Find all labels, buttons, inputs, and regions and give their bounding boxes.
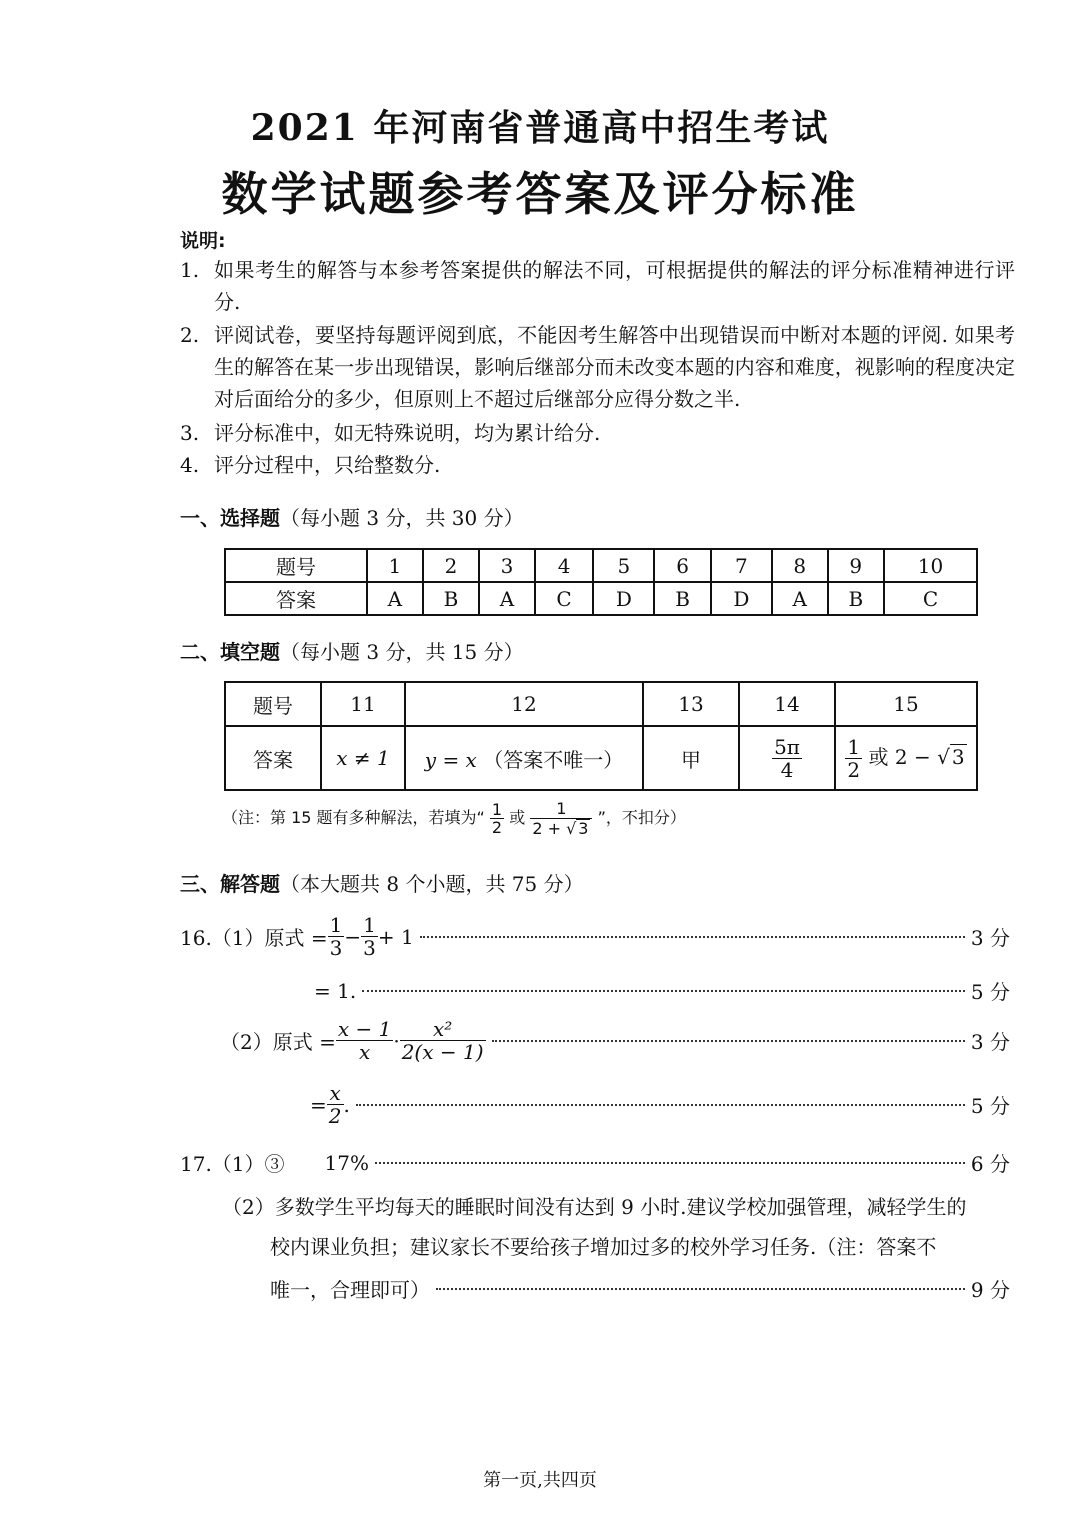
row-header: 题号 [225,549,367,582]
operator: − [344,924,362,949]
table-cell: C [535,582,594,615]
note-item [180,417,1015,449]
denominator: x [358,1040,371,1064]
note-prefix: （注：第 15 题有多种解法，若填为“ [222,808,485,828]
operator: = [310,1092,327,1117]
dot-leader [375,1162,965,1164]
dot-leader [362,990,965,992]
section-label: 三、解答题 [180,872,280,896]
q17-part2 [222,1187,1012,1267]
row-header: 答案 [225,582,367,615]
score: 3 分 [970,1030,1010,1054]
numerator: 1 [363,913,376,937]
table-cell: 14 [739,682,835,726]
numerator: 1 [491,799,503,819]
q16-part2 [180,1018,1010,1063]
row-header: 题号 [225,682,321,726]
exam-title: 2021 年河南省普通高中招生考试 [250,107,830,149]
q16-part1 [180,914,1010,959]
note-item [180,449,1015,481]
step-expression: = 1. [314,978,357,1003]
notes-heading: 说明: [180,230,226,252]
note-number: 3. [180,421,200,445]
score: 6 分 [970,1152,1010,1176]
fraction [400,1018,486,1063]
numerator: 1 [530,800,592,819]
operator: · [393,1028,400,1053]
answer-12-math: y = x [424,747,477,772]
table-cell: 9 [828,549,884,582]
radicand: 3 [951,744,965,769]
table-cell: 4 [535,549,594,582]
section-detail: （每小题 3 分，共 30 分） [280,506,524,530]
step-label: （2）原式 = [220,1030,336,1054]
table-cell: B [828,582,884,615]
q16-part2-result [180,1082,1010,1127]
fraction [772,736,802,781]
note-number: 4. [180,453,200,477]
q16-part1-result [180,976,1010,1005]
answer-text: 唯一，合理即可） [270,1278,430,1302]
table-row [225,682,977,726]
dot-leader [492,1040,965,1042]
note-suffix: ”，不扣分） [597,808,686,828]
note-item [180,254,1015,318]
section-detail: （本大题共 8 个小题，共 75 分） [280,872,584,896]
numerator: x − 1 [337,1017,392,1041]
table-row [225,726,977,790]
fraction [530,800,592,837]
note-text: 评分过程中，只给整数分. [214,453,441,477]
table-cell: B [423,582,479,615]
table-row [225,582,977,615]
fill-blank-answer-table [224,681,978,791]
denominator: 4 [780,757,794,782]
section-solutions [180,868,584,897]
score: 5 分 [970,980,1010,1004]
numerator: x [327,1082,344,1105]
note-number: 2. [180,323,200,347]
numerator: 1 [329,913,343,937]
score: 3 分 [970,926,1010,950]
answer-12-note: （答案不唯一） [483,747,624,772]
note-mid: 或 [509,808,526,828]
answer-12 [405,726,643,790]
table-cell: 11 [321,682,405,726]
fill-blank-note [222,800,686,837]
table-cell: A [479,582,535,615]
answer-text: 校内课业负担；建议家长不要给孩子增加过多的校外学习任务.（注：答案不 [270,1235,937,1259]
fraction [490,801,504,837]
table-row [225,549,977,582]
denominator: 2 [328,1104,342,1128]
table-cell: 5 [593,549,654,582]
note-item [180,319,1015,415]
table-cell: 12 [405,682,643,726]
expression-tail: + 1 [377,924,414,949]
table-cell: A [367,582,423,615]
section-multiple-choice [180,502,524,531]
table-cell: 15 [835,682,977,726]
answer-11: x ≠ 1 [321,726,405,790]
denominator: 3 [363,936,376,960]
answer-15 [835,726,977,790]
dot-leader [436,1288,965,1290]
section-fill-blank [180,636,524,665]
denominator: 2(x − 1) [401,1040,484,1064]
note-text: 评阅试卷，要坚持每题评阅到底，不能因考生解答中出现错误而中断对本题的评阅. 如果考生的解答在某一步出现错误，影响后继部分而未改变本题的内容和难度，视影响的程度决定对后面给分的多少，但原则上不超过后继部分应得分数之半. [214,323,1015,411]
sqrt-icon: √ [937,744,950,769]
denominator: 3 [329,936,343,960]
document-title: 数学试题参考答案及评分标准 [221,167,859,221]
answer-text: （2）多数学生平均每天的睡眠时间没有达到 9 小时.建议学校加强管理，减轻学生的 [222,1195,967,1219]
answer-15-mid: 或 2 − [868,744,931,769]
score: 5 分 [970,1094,1010,1118]
denominator-prefix: 2 + [532,818,561,838]
table-cell: 6 [654,549,710,582]
table-cell: 3 [479,549,535,582]
fraction [336,1018,393,1063]
table-cell: 10 [884,549,977,582]
denominator: 2 [847,757,861,782]
answer-13: 甲 [643,726,739,790]
choice-answer-table [224,548,978,616]
section-detail: （每小题 3 分，共 15 分） [280,640,524,664]
table-cell: A [772,582,828,615]
answer-14 [739,726,835,790]
table-cell: 2 [423,549,479,582]
fraction [845,736,862,781]
step-label: 16.（1）原式 = [180,926,328,950]
q17-part2-end [270,1274,1010,1303]
table-cell: 8 [772,549,828,582]
q17-part1 [180,1148,1010,1177]
step-label: 17.（1）③ [180,1152,285,1176]
dot-leader [420,936,965,938]
table-cell: 7 [711,549,772,582]
table-cell: D [711,582,772,615]
dot-leader [356,1104,965,1106]
denominator: 2 [491,818,503,838]
table-cell: C [884,582,977,615]
table-cell: B [654,582,710,615]
note-text: 评分标准中，如无特殊说明，均为累计给分. [214,421,601,445]
denominator [530,819,592,838]
page-footer: 第一页,共四页 [483,1470,597,1491]
numerator: 5π [774,734,800,759]
fraction [327,1082,344,1127]
numerator: x² [400,1018,486,1041]
note-text: 如果考生的解答与本参考答案提供的解法不同，可根据提供的解法的评分标准精神进行评分. [214,258,1015,314]
answer-value: 17% [324,1150,369,1175]
table-cell: D [593,582,654,615]
section-label: 一、选择题 [180,506,280,530]
numerator: 1 [847,734,861,759]
fraction [361,914,378,959]
radicand: 3 [578,818,589,838]
section-label: 二、填空题 [180,640,280,664]
score: 9 分 [970,1278,1010,1302]
sqrt-icon: √ [566,818,577,838]
fraction [328,914,345,959]
note-number: 1. [180,258,200,282]
expression-tail: . [343,1092,350,1117]
table-cell: 13 [643,682,739,726]
row-header: 答案 [225,726,321,790]
table-cell: 1 [367,549,423,582]
